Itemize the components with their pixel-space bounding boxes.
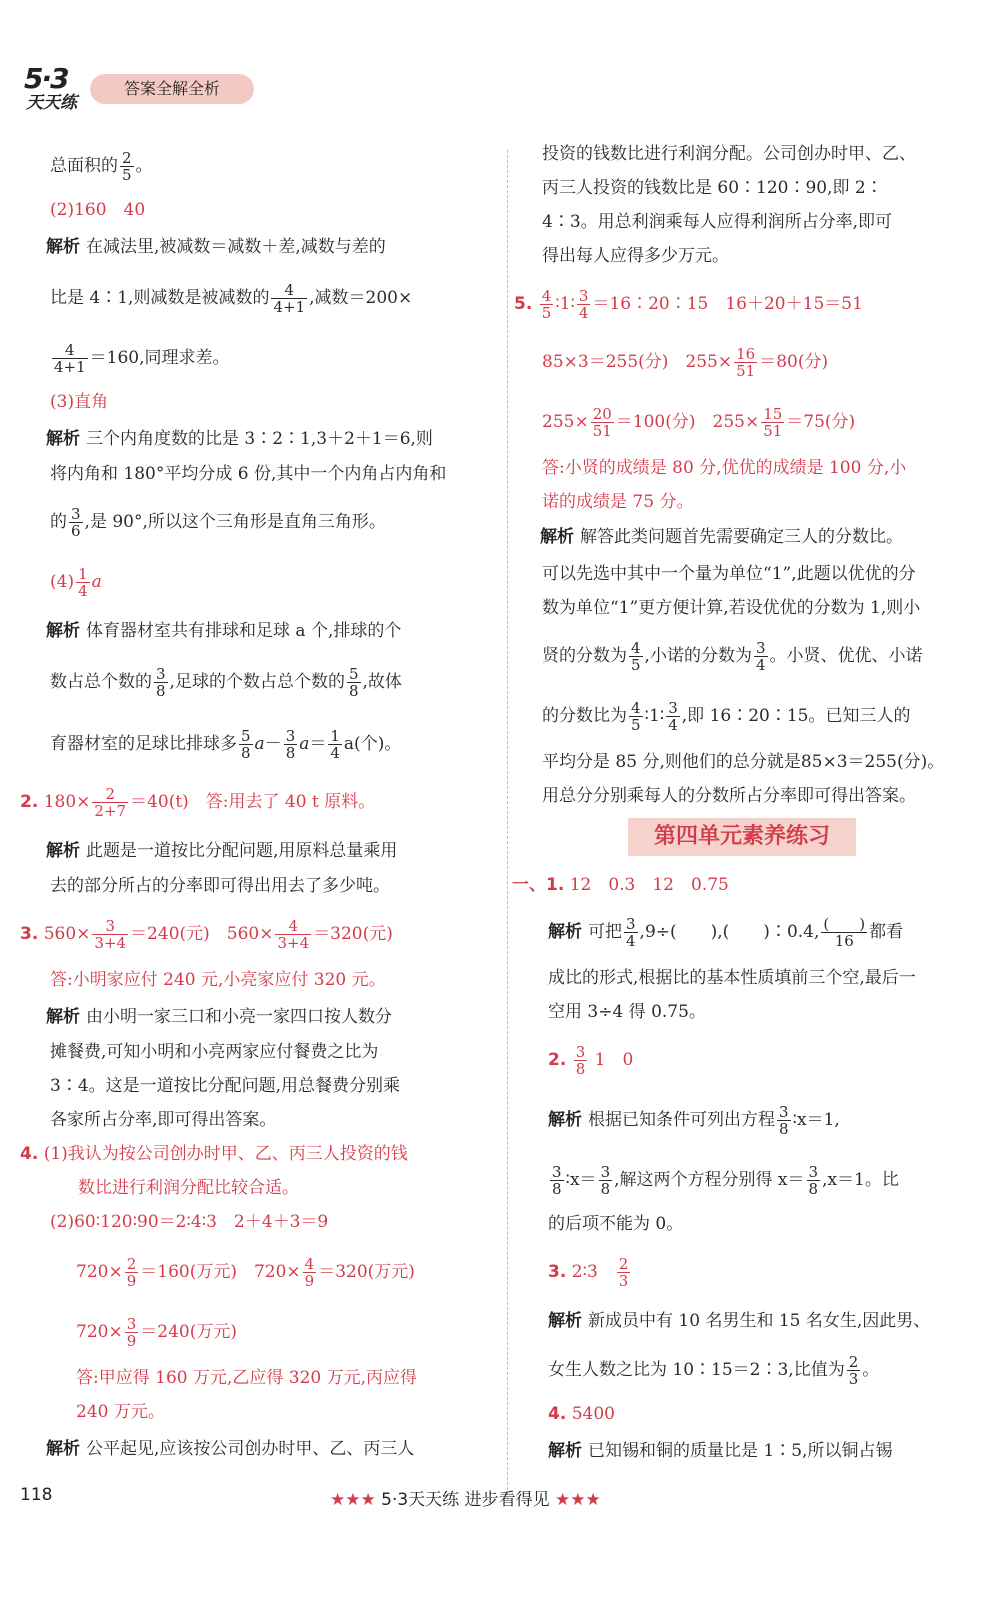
text-line: 得出每人应得多少万元。 <box>542 246 729 266</box>
text-line: 贤的分数为 $\frac{4}{5}$ ,小诺的分数为 $\frac{3}{4}$ 。小贤、优优、小诺 <box>542 639 923 674</box>
answer-line: (2)160 40 <box>50 200 146 220</box>
answer-line: 255× $\frac{20}{51}$ ＝100(分) 255× $\frac{15}{51}$ ＝75(分) <box>542 405 856 440</box>
text-line: 各家所占分率,即可得出答案。 <box>50 1110 277 1130</box>
answer-line: 2. $\frac{3}{8}$ 1 0 <box>548 1043 634 1078</box>
brand-logo: 5·3 天天练 <box>24 62 77 113</box>
answer-line: 2. 180× $\frac{2}{2+7}$ ＝40(t) 答:用去了 40 t 原料。 <box>20 785 376 820</box>
answer-line: 3. 560× $\frac{3}{3+4}$ ＝240(元) 560× $\frac{4}{3+4}$ ＝320(元) <box>20 917 393 952</box>
answer-line: 答:小贤的成绩是 80 分,优优的成绩是 100 分,小 <box>542 458 907 478</box>
text-line: 比是 4∶1,则减数是被减数的 $\frac{4}{4+1}$ ,减数＝200× <box>50 281 413 316</box>
analysis-line: 解析 根据已知条件可列出方程 $\frac{3}{8}$ ∶x＝1, <box>548 1103 840 1138</box>
unit-title: 第四单元素养练习 <box>628 818 856 856</box>
page-number: 118 <box>20 1485 53 1505</box>
text-line: 数占总个数的 $\frac{3}{8}$ ,足球的个数占总个数的 $\frac{5}{8}$ ,故体 <box>50 665 402 700</box>
section-banner: 答案全解全析 <box>90 74 254 104</box>
text-line: 投资的钱数比进行利润分配。公司创办时甲、乙、 <box>542 144 916 164</box>
text-line: $\frac{4}{4+1}$ ＝160,同理求差。 <box>54 341 230 376</box>
answer-line: 4. 5400 <box>548 1404 615 1424</box>
answer-line: 一、1. 12 0.3 12 0.75 <box>512 875 729 895</box>
answer-line: 数比进行利润分配比较合适。 <box>78 1178 299 1198</box>
text-line: 的分数比为 $\frac{4}{5}$ ∶1∶ $\frac{3}{4}$ ,即 16∶20∶15。已知三人的 <box>542 699 911 734</box>
text-line: 成比的形式,根据比的基本性质填前三个空,最后一 <box>548 968 916 988</box>
answer-line: 5. $\frac{4}{5}$ ∶1∶ $\frac{3}{4}$ ＝16∶20∶15 16＋20＋15＝51 <box>514 287 863 322</box>
text-line: 用总分分别乘每人的分数所占分率即可得出答案。 <box>542 786 916 806</box>
analysis-line: 解析 在减法里,被减数＝减数＋差,减数与差的 <box>46 237 386 257</box>
answer-line: 4. (1)我认为按公司创办时甲、乙、丙三人投资的钱 <box>20 1144 408 1164</box>
answer-line: 诺的成绩是 75 分。 <box>542 492 694 512</box>
answer-line: 720× $\frac{3}{9}$ ＝240(万元) <box>76 1315 237 1350</box>
text-line: 数为单位“1”更方便计算,若设优优的分数为 1,则小 <box>542 598 921 618</box>
text-line: 4∶3。用总利润乘每人应得利润所占分率,即可 <box>542 212 893 232</box>
column-divider <box>507 150 508 1500</box>
analysis-line: 解析 解答此类问题首先需要确定三人的分数比。 <box>540 527 903 547</box>
answer-line: 85×3＝255(分) 255× $\frac{16}{51}$ ＝80(分) <box>542 345 829 380</box>
answer-line: 720× $\frac{2}{9}$ ＝160(万元) 720× $\frac{4}{9}$ ＝320(万元) <box>76 1255 415 1290</box>
analysis-line: 解析 体育器材室共有排球和足球 a 个,排球的个 <box>46 621 402 641</box>
analysis-line: 解析 新成员中有 10 名男生和 15 名女生,因此男、 <box>548 1311 931 1331</box>
analysis-line: 解析 此题是一道按比分配问题,用原料总量乘用 <box>46 841 398 861</box>
text-line: 摊餐费,可知小明和小亮两家应付餐费之比为 <box>50 1042 379 1062</box>
footer-slogan: ★★★ 5·3天天练 进步看得见 ★★★ <box>330 1490 601 1510</box>
text-line: 女生人数之比为 10∶15＝2∶3,比值为 $\frac{2}{3}$ 。 <box>548 1353 880 1388</box>
analysis-line: 解析 公平起见,应该按公司创办时甲、乙、丙三人 <box>46 1439 415 1459</box>
analysis-line: 解析 可把 $\frac{3}{4}$ ,9÷( ),( )∶0.4, $\frac{( )}{16}$ 都看 <box>548 915 904 950</box>
answer-line: (2)60∶120∶90＝2∶4∶3 2＋4＋3＝9 <box>50 1212 329 1232</box>
text-line: 丙三人投资的钱数比是 60∶120∶90,即 2∶ <box>542 178 883 198</box>
answer-line: 240 万元。 <box>76 1402 165 1422</box>
text-line: 总面积的 $\frac{2}{5}$ 。 <box>50 149 153 184</box>
text-line: 空用 3÷4 得 0.75。 <box>548 1002 706 1022</box>
text-line: 的 $\frac{3}{6}$ ,是 90°,所以这个三角形是直角三角形。 <box>50 505 386 540</box>
text-line: $\frac{3}{8}$ ∶x＝ $\frac{3}{8}$ ,解这两个方程分别得 x＝ $\frac{3}{8}$ ,x＝1。比 <box>552 1163 899 1198</box>
answer-line: (4) $\frac{1}{4}$ a <box>50 565 102 600</box>
text-line: 的后项不能为 0。 <box>548 1214 684 1234</box>
text-line: 平均分是 85 分,则他们的总分就是85×3＝255(分)。 <box>542 752 945 772</box>
answer-line: 3. 2∶3 $\frac{2}{3}$ <box>548 1255 629 1290</box>
analysis-line: 解析 由小明一家三口和小亮一家四口按人数分 <box>46 1007 392 1027</box>
answer-line: 答:小明家应付 240 元,小亮家应付 320 元。 <box>50 970 386 990</box>
analysis-line: 解析 三个内角度数的比是 3∶2∶1,3＋2＋1＝6,则 <box>46 429 433 449</box>
text-line: 可以先选中其中一个量为单位“1”,此题以优优的分 <box>542 564 916 584</box>
answer-line: 答:甲应得 160 万元,乙应得 320 万元,丙应得 <box>76 1368 418 1388</box>
text-line: 将内角和 180°平均分成 6 份,其中一个内角占内角和 <box>50 464 447 484</box>
text-line: 3∶4。这是一道按比分配问题,用总餐费分别乘 <box>50 1076 401 1096</box>
text-line: 育器材室的足球比排球多 $\frac{5}{8}$ a－ $\frac{3}{8}$ a＝ $\frac{1}{4}$ a(个)。 <box>50 727 402 762</box>
answer-line: (3)直角 <box>50 392 109 412</box>
text-line: 去的部分所占的分率即可得出用去了多少吨。 <box>50 876 390 896</box>
page-footer <box>0 1485 996 1525</box>
analysis-line: 解析 已知锡和铜的质量比是 1∶5,所以铜占锡 <box>548 1441 893 1461</box>
